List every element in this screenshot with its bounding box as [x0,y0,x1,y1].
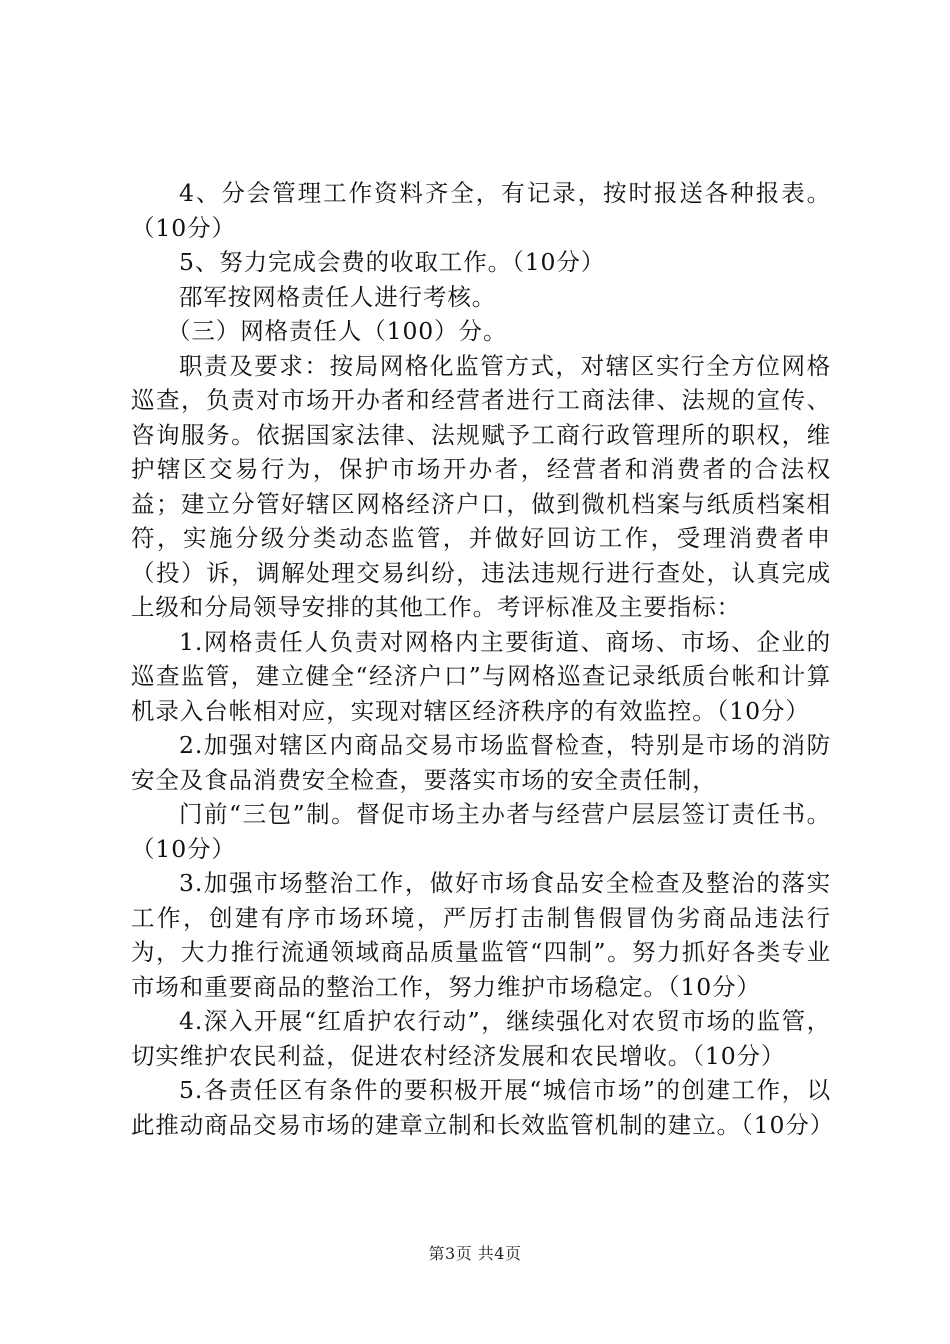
paragraph-criterion-2-continued: 门前“三包”制。督促市场主办者与经营户层层签订责任书。（10分） [131,800,831,863]
paragraph-criterion-5: 5.各责任区有条件的要积极开展“城信市场”的创建工作，以此推动商品交易市场的建章立制和长效监管机制的建立。（10分） [131,1076,835,1139]
paragraph-criterion-3: 3.加强市场整治工作，做好市场食品安全检查及整治的落实工作，创建有序市场环境，严厉打击制售假冒伪劣商品违法行为，大力推行流通领域商品质量监管“四制”。努力抓好各类专业市场和重要商品的整治工作，努力维护市场稳定。（10分） [131,869,831,1001]
paragraph-item-5: 5、努力完成会费的收取工作。（10分） [179,248,606,276]
document-body [131,176,835,1142]
page-footer: 第3页 共4页 [428,1244,522,1263]
paragraph-criterion-4: 4.深入开展“红盾护农行动”，继续强化对农贸市场的监管，切实维护农民利益，促进农村经济发展和农民增收。（10分） [131,1007,831,1070]
paragraph-item-4: 4、分会管理工作资料齐全，有记录，按时报送各种报表。（10分） [131,179,831,242]
paragraph-criterion-1: 1.网格责任人负责对网格内主要街道、商场、市场、企业的巡查监管，建立健全“经济户口”与网格巡查记录纸质台帐和计算机录入台帐相对应，实现对辖区经济秩序的有效监控。（10分） [131,627,831,725]
paragraph-assessment-note: 邵军按网格责任人进行考核。 [179,282,497,311]
section-heading: （三）网格责任人（100）分。 [167,317,508,345]
paragraph-criterion-2: 2.加强对辖区内商品交易市场监督检查，特别是市场的消防安全及食品消费安全检查，要落实市场的安全责任制， [131,731,831,794]
paragraph-duties: 职责及要求：按局网格化监管方式，对辖区实行全方位网格巡查，负责对市场开办者和经营者进行工商法律、法规的宣传、咨询服务。依据国家法律、法规赋予工商行政管理所的职权，维护辖区交易行为，保护市场开办者，经营者和消费者的合法权益；建立分管好辖区网格经济户口，做到微机档案与纸质档案相符，实施分级分类动态监管，并做好回访工作，受理消费者申（投）诉，调解处理交易纠纷，违法违规行进行查处，认真完成上级和分局领导安排的其他工作。考评标准及主要指标： [131,351,831,621]
